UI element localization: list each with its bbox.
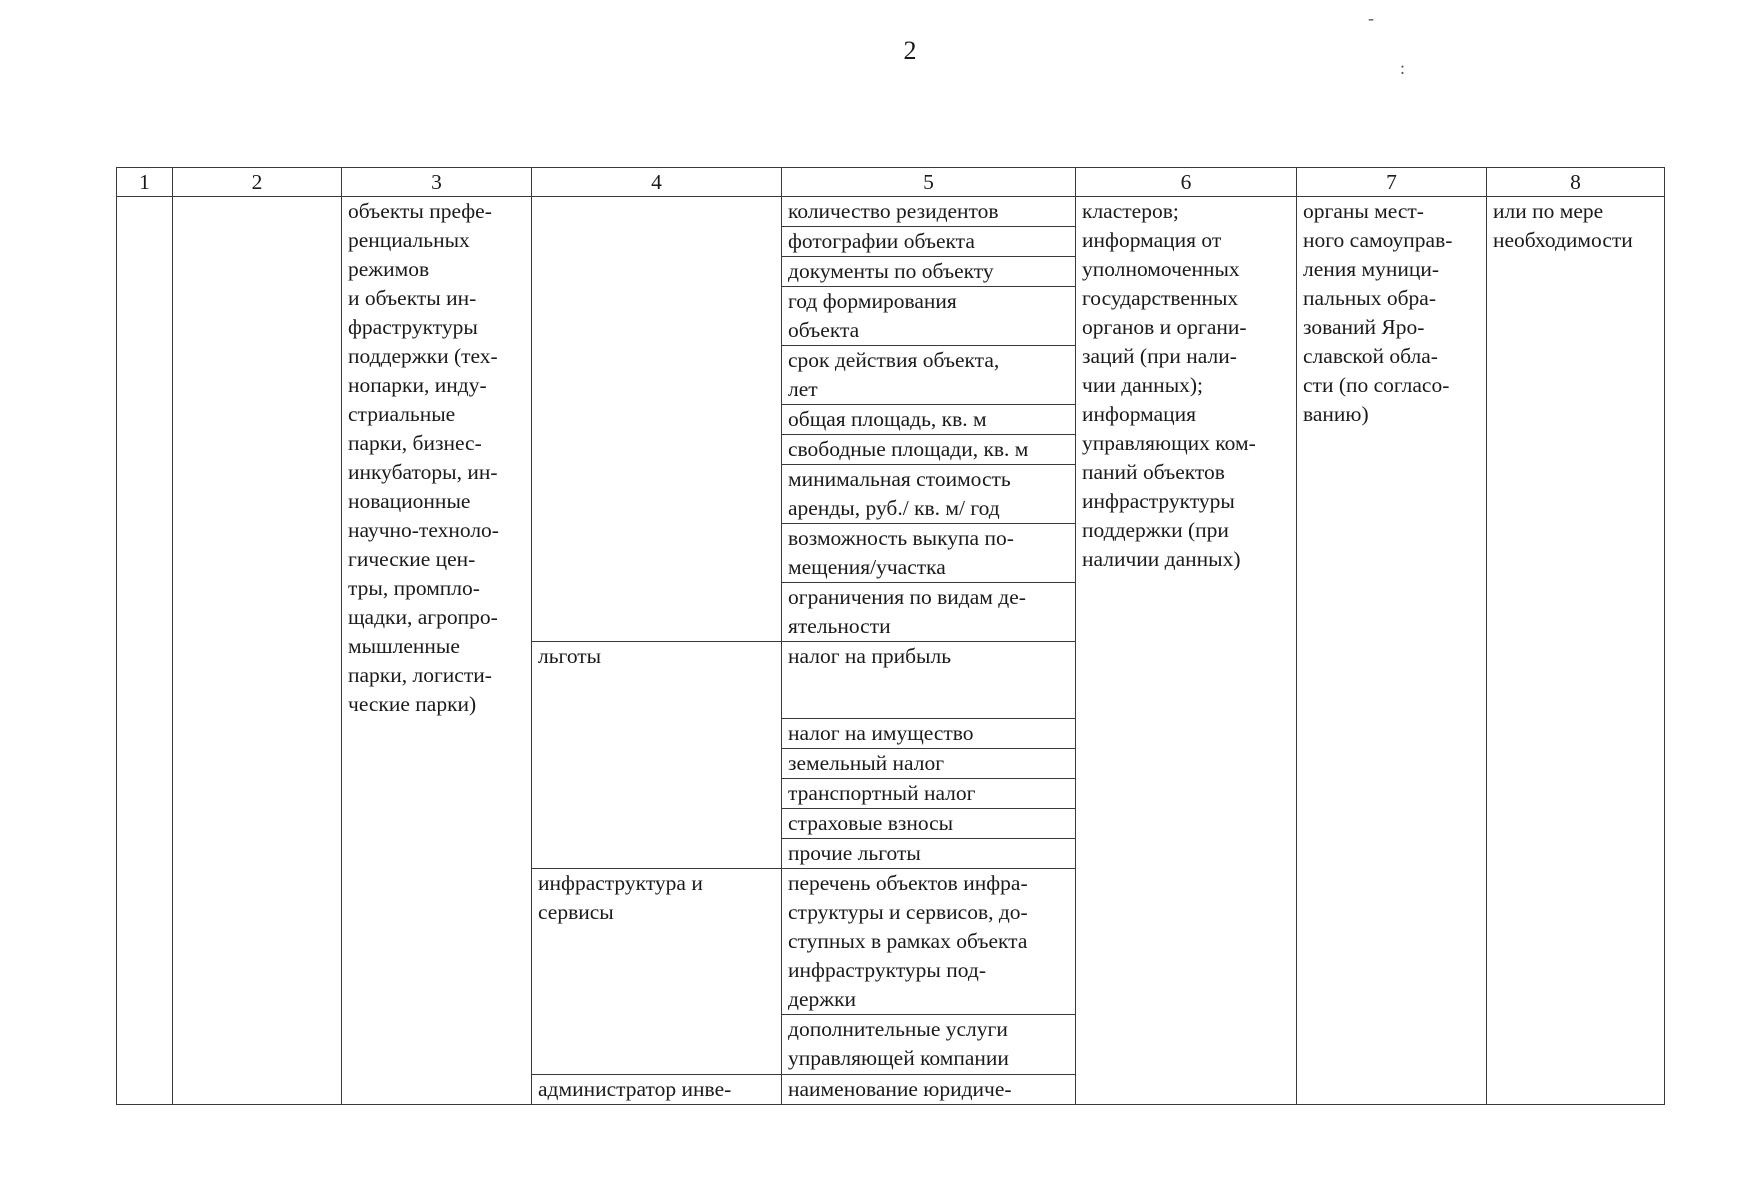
column-header: 4 bbox=[532, 168, 782, 197]
column-header: 6 bbox=[1076, 168, 1297, 197]
indicator-cell: страховые взносы bbox=[782, 809, 1076, 839]
indicator-cell: возможность выкупа по- мещения/участка bbox=[782, 524, 1076, 583]
information-source-cell: кластеров; информация от уполномоченных государственных органов и органи- заций (при нали- чии данных); информация управляющих ком- паний объектов инфраструктуры поддержки (при наличии данных) bbox=[1076, 197, 1297, 1105]
column-header: 7 bbox=[1297, 168, 1487, 197]
indicator-cell: дополнительные услуги управляющей компании bbox=[782, 1015, 1076, 1075]
indicator-cell: количество резидентов bbox=[782, 197, 1076, 227]
column-header: 8 bbox=[1487, 168, 1665, 197]
indicator-cell: документы по объекту bbox=[782, 257, 1076, 287]
indicator-cell: минимальная стоимость аренды, руб./ кв. м/ год bbox=[782, 465, 1076, 524]
indicator-cell: наименование юридиче- bbox=[782, 1075, 1076, 1105]
scan-speck: : bbox=[1400, 58, 1406, 78]
indicator-cell: общая площадь, кв. м bbox=[782, 405, 1076, 435]
page-number: 2 bbox=[903, 36, 917, 65]
indicator-cell: ограничения по видам де- ятельности bbox=[782, 583, 1076, 642]
category-cell: администратор инве- bbox=[532, 1075, 782, 1105]
frequency-cell: или по мере необходимости bbox=[1487, 197, 1665, 1105]
indicator-cell: налог на имущество bbox=[782, 719, 1076, 749]
table-header-row bbox=[117, 168, 1665, 197]
indicator-cell: фотографии объекта bbox=[782, 227, 1076, 257]
indicator-cell: свободные площади, кв. м bbox=[782, 435, 1076, 465]
category-cell: льготы bbox=[532, 642, 782, 869]
indicator-cell: транспортный налог bbox=[782, 779, 1076, 809]
column-header: 2 bbox=[173, 168, 342, 197]
indicator-cell: год формирования объекта bbox=[782, 287, 1076, 346]
scan-speck: - bbox=[1368, 8, 1374, 28]
column-header: 1 bbox=[117, 168, 173, 197]
indicator-cell: прочие льготы bbox=[782, 839, 1076, 869]
category-cell bbox=[532, 197, 782, 642]
column-header: 5 bbox=[782, 168, 1076, 197]
table-row bbox=[117, 197, 1665, 227]
cell-col2 bbox=[173, 197, 342, 1105]
column-header: 3 bbox=[342, 168, 532, 197]
cell-col1 bbox=[117, 197, 173, 1105]
indicator-cell: перечень объектов инфра- структуры и сервисов, до- ступных в рамках объекта инфраструктуры под- держки bbox=[782, 869, 1076, 1015]
object-types-cell: объекты префе- ренциальных режимов и объекты ин- фраструктуры поддержки (тех- нопарки, инду- стриальные парки, бизнес- инкубаторы, ин- новационные научно-техноло- гические цен- тры, промпло- щадки, агропро- мышленные парки, логисти- ческие парки) bbox=[342, 197, 532, 1105]
responsible-bodies-cell: органы мест- ного самоуправ- ления муници- пальных обра- зований Яро- славской обла- сти (по согласо- ванию) bbox=[1297, 197, 1487, 1105]
document-table bbox=[116, 167, 1665, 1105]
indicator-cell: срок действия объекта, лет bbox=[782, 346, 1076, 405]
indicator-cell: земельный налог bbox=[782, 749, 1076, 779]
category-cell: инфраструктура и сервисы bbox=[532, 869, 782, 1075]
indicator-cell: налог на прибыль bbox=[782, 642, 1076, 719]
